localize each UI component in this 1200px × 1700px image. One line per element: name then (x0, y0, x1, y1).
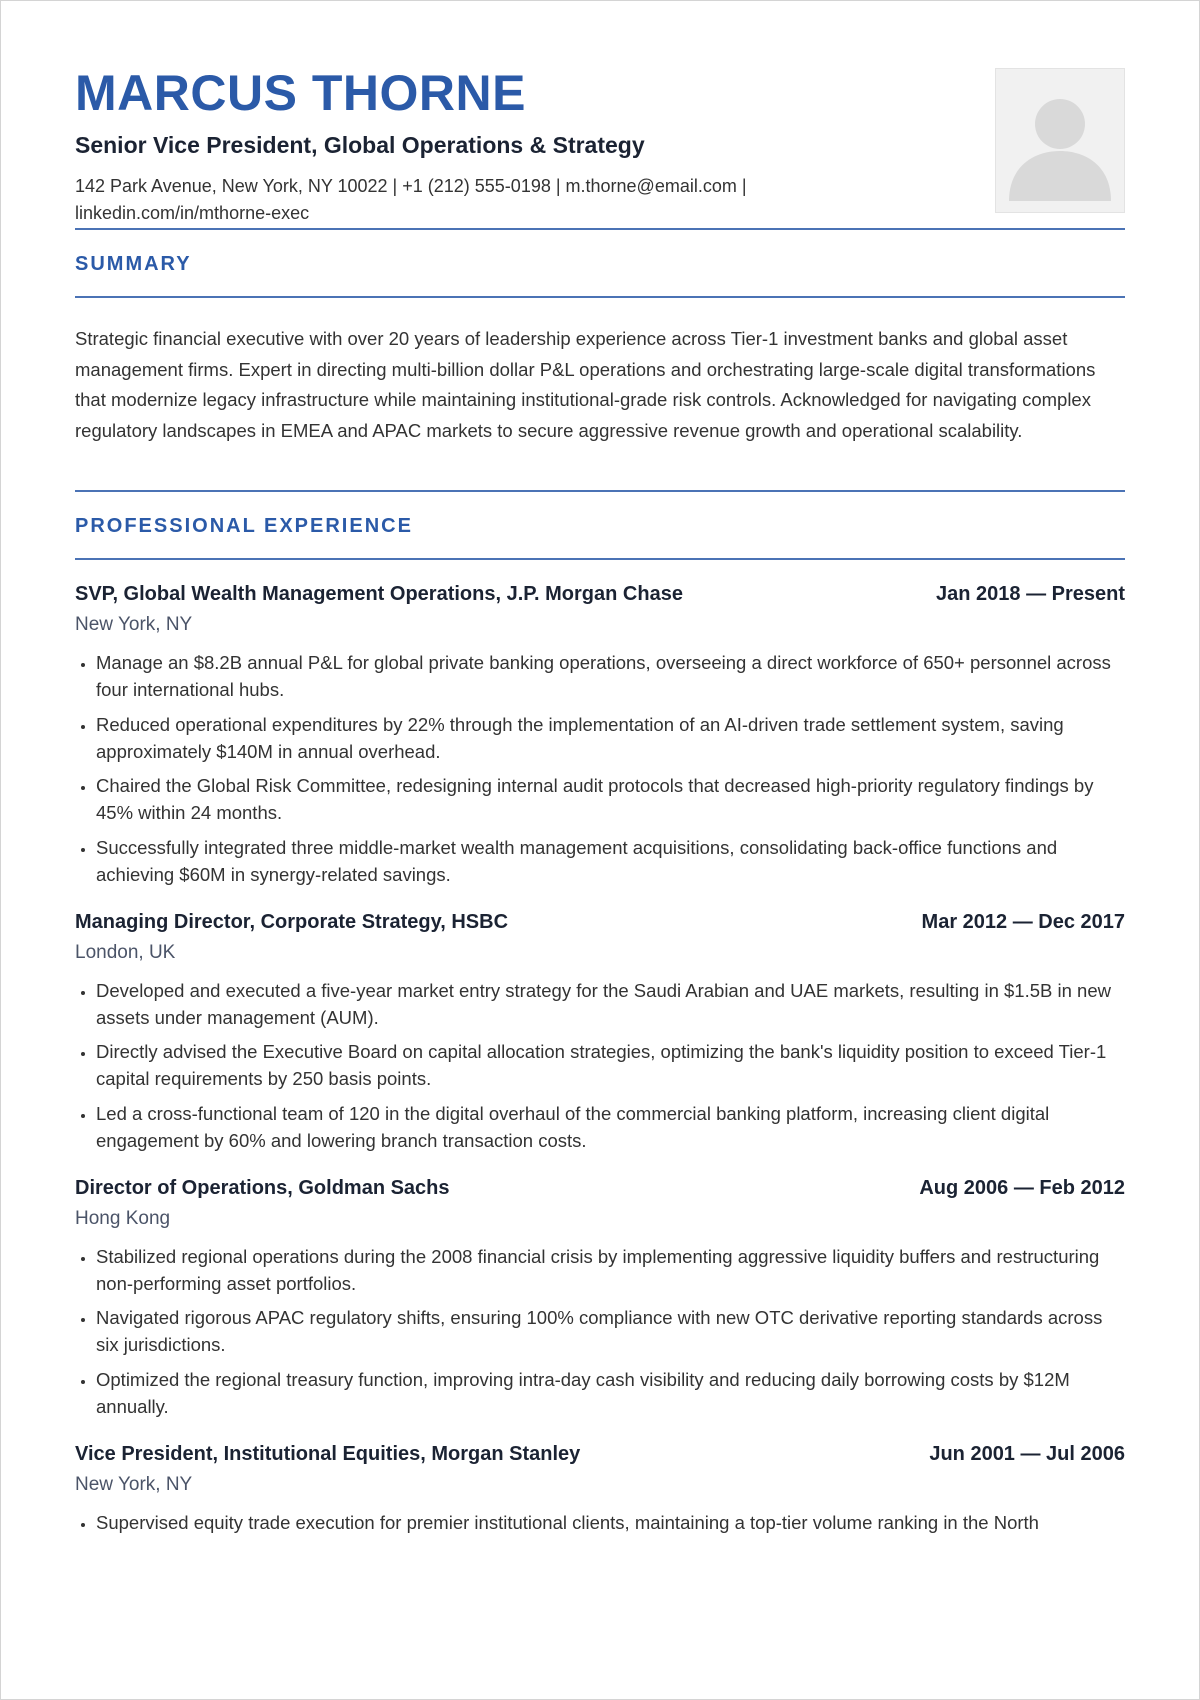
job-location: Hong Kong (75, 1207, 171, 1229)
job-entry (75, 908, 1125, 1154)
section-divider-top (75, 490, 1125, 492)
job-location: New York, NY (75, 614, 193, 635)
job-role: Director of Operations, Goldman Sachs (75, 1176, 450, 1199)
section-divider-top (75, 228, 1125, 230)
job-role: Managing Director, Corporate Strategy, HSBC (75, 910, 509, 933)
bullet-item: • Supervised equity trade execution for premier institutional clients, maintaining a top-tier volume ranking in the North (96, 1509, 1125, 1536)
bullet-item: • Led a cross-functional team of 120 in the digital overhaul of the commercial banking platform, increasing client digital engagement by 60% and lowering branch transaction costs. (96, 1100, 1125, 1154)
job-header (75, 1174, 1125, 1202)
contact-info (75, 173, 815, 227)
bullet-item: • Reduced operational expenditures by 22% through the implementation of an AI-driven trade settlement system, saving approximately $140M in annual overhead. (96, 711, 1125, 765)
summary-text: Strategic financial executive with over 20 years of leadership experience across Tier-1 investment banks and global asset management firms. Expert in directing multi-billion dollar P&L operations and orchestrating large-scale digital transformations that modernize legacy infrastructure while maintaining institutional-grade risk controls. Acknowledged for navigating complex regulatory landscapes in EMEA and APAC markets to secure aggressive revenue growth and operational scalability. (75, 328, 1096, 441)
experience-section (75, 490, 1125, 1536)
bullet-item: • Optimized the regional treasury function, improving intra-day cash visibility and reducing daily borrowing costs by $12M annually. (96, 1366, 1125, 1420)
job-header (75, 580, 1125, 608)
summary-heading: SUMMARY (75, 253, 192, 275)
summary-section (75, 228, 1125, 446)
candidate-title: Senior Vice President, Global Operations & Strategy (75, 132, 645, 158)
job-role: Vice President, Institutional Equities, Morgan Stanley (75, 1442, 581, 1465)
bullet-item: • Stabilized regional operations during the 2008 financial crisis by implementing aggressive liquidity buffers and restructuring non-performing asset portfolios. (96, 1243, 1125, 1297)
job-bullets (75, 977, 1125, 1154)
job-dates: Mar 2012 — Dec 2017 (921, 910, 1125, 933)
job-header (75, 1440, 1125, 1468)
job-entry (75, 580, 1125, 888)
candidate-name: MARCUS THORNE (75, 65, 526, 121)
section-divider-bottom (75, 296, 1125, 298)
job-role: SVP, Global Wealth Management Operations, J.P. Morgan Chase (75, 583, 683, 605)
resume-header (75, 63, 1125, 228)
job-dates: Jan 2018 — Present (936, 583, 1125, 605)
job-location: London, UK (75, 941, 176, 963)
job-location: New York, NY (75, 1473, 193, 1495)
experience-heading: PROFESSIONAL EXPERIENCE (75, 515, 413, 537)
job-dates: Jun 2001 — Jul 2006 (929, 1442, 1125, 1465)
bullet-item: • Navigated rigorous APAC regulatory shifts, ensuring 100% compliance with new OTC derivative reporting standards across six jurisdictions. (96, 1304, 1125, 1358)
bullet-item: • Manage an $8.2B annual P&L for global private banking operations, overseeing a direct workforce of 650+ personnel across four international hubs. (96, 649, 1125, 703)
contact-line: 142 Park Avenue, New York, NY 10022 | +1 (212) 555-0198 | m.thorne@email.com | (75, 176, 747, 196)
job-bullets (75, 649, 1125, 888)
job-bullets (75, 1509, 1125, 1536)
bullet-item: • Developed and executed a five-year market entry strategy for the Saudi Arabian and UAE markets, resulting in $1.5B in new assets under management (AUM). (96, 977, 1125, 1031)
bullet-item: • Successfully integrated three middle-market wealth management acquisitions, consolidating back-office functions and achieving $60M in synergy-related savings. (96, 834, 1125, 888)
job-bullets (75, 1243, 1125, 1420)
avatar-placeholder-icon (996, 69, 1125, 213)
bullet-item: • Directly advised the Executive Board on capital allocation strategies, optimizing the bank's liquidity position to exceed Tier-1 capital requirements by 250 basis points. (96, 1038, 1125, 1092)
job-header (75, 908, 1125, 936)
profile-photo (995, 68, 1125, 213)
job-entry (75, 1440, 1125, 1536)
job-entry (75, 1174, 1125, 1420)
job-dates: Aug 2006 — Feb 2012 (919, 1176, 1125, 1199)
linkedin-line: linkedin.com/in/mthorne-exec (75, 203, 310, 223)
bullet-item: • Chaired the Global Risk Committee, redesigning internal audit protocols that decreased high-priority regulatory findings by 45% within 24 months. (96, 772, 1125, 826)
section-divider-bottom (75, 558, 1125, 560)
